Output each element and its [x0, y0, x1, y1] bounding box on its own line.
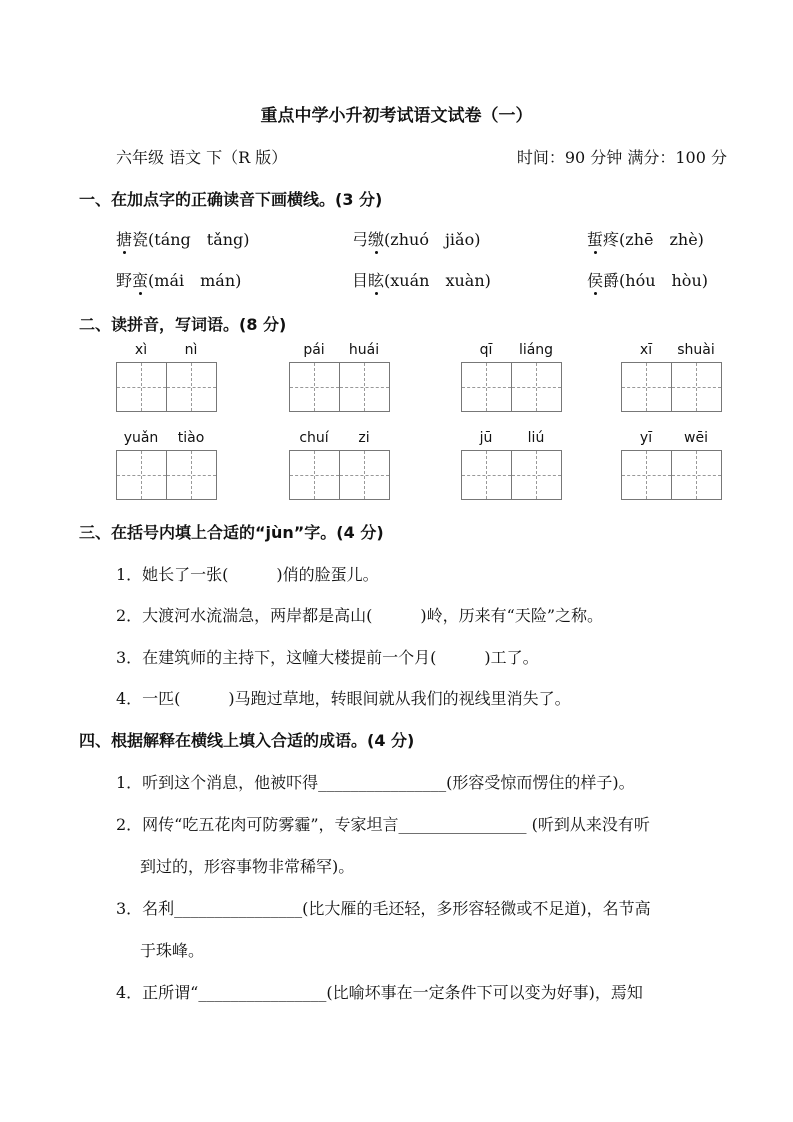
character-box[interactable]: [671, 362, 722, 412]
character-box[interactable]: [511, 362, 562, 412]
question-4-3-cont: 于珠峰。: [140, 941, 205, 960]
pronunciation-item: [116, 230, 250, 250]
grade-subject: 六年级 语文 下（R 版）: [116, 148, 288, 167]
character-box[interactable]: [289, 362, 340, 412]
dotted-character: 蜇: [587, 230, 604, 249]
pinyin-label: xì: [134, 342, 148, 358]
item-text: 瓷(táng tǎng): [132, 230, 250, 249]
character-box[interactable]: [461, 362, 512, 412]
pinyin-label: wēi: [684, 430, 708, 446]
character-box[interactable]: [461, 450, 512, 500]
question-3-3: 3．在建筑师的主持下，这幢大楼提前一个月( )工了。: [116, 648, 539, 667]
section-1-heading: 一、在加点字的正确读音下画横线。(3 分): [79, 190, 383, 209]
pinyin-label: yī: [639, 430, 653, 446]
pinyin-label: pái: [303, 342, 325, 358]
item-text: 疼(zhē zhè): [603, 230, 704, 249]
item-text: 弓: [352, 230, 369, 249]
character-box[interactable]: [166, 450, 217, 500]
pronunciation-item: [352, 230, 480, 250]
character-box[interactable]: [289, 450, 340, 500]
pronunciation-item: [352, 271, 491, 291]
pinyin-label: zi: [358, 430, 370, 446]
character-box[interactable]: [671, 450, 722, 500]
pronunciation-item: [587, 230, 704, 250]
dotted-character: 侯: [587, 271, 604, 290]
question-3-2: 2．大渡河水流湍急，两岸都是高山( )岭，历来有“天险”之称。: [116, 606, 604, 625]
character-box[interactable]: [116, 362, 167, 412]
dotted-character: 缴: [368, 230, 385, 249]
dotted-character: 蛮: [132, 271, 149, 290]
dotted-character: 搪: [116, 230, 133, 249]
pinyin-label: chuí: [299, 430, 329, 446]
item-text: 目: [352, 271, 369, 290]
section-4-heading: 四、根据解释在横线上填入合适的成语。(4 分): [79, 731, 415, 750]
question-3-1: 1．她长了一张( )俏的脸蛋儿。: [116, 565, 379, 584]
character-box[interactable]: [511, 450, 562, 500]
question-4-2: 2．网传“吃五花肉可防雾霾”，专家坦言________________ (听到从来没有听: [116, 815, 650, 834]
item-text: 爵(hóu hòu): [603, 271, 708, 290]
item-text: (xuán xuàn): [384, 271, 491, 290]
time-score: 时间：90 分钟 满分：100 分: [516, 148, 727, 167]
pinyin-label: jū: [479, 430, 493, 446]
question-4-4: 4．正所谓“________________(比喻坏事在一定条件下可以变为好事)，焉知: [116, 983, 643, 1002]
character-box[interactable]: [621, 450, 672, 500]
question-3-4: 4．一匹( )马跑过草地，转眼间就从我们的视线里消失了。: [116, 689, 571, 708]
pronunciation-item: [587, 271, 708, 291]
question-4-1: 1．听到这个消息，他被吓得________________(形容受惊而愣住的样子)。: [116, 773, 635, 792]
character-box[interactable]: [116, 450, 167, 500]
item-text: 野: [116, 271, 133, 290]
pinyin-label: shuài: [677, 342, 715, 358]
dotted-character: 眩: [368, 271, 385, 290]
character-box[interactable]: [621, 362, 672, 412]
character-box[interactable]: [339, 450, 390, 500]
question-4-3: 3．名利________________(比大雁的毛还轻，多形容轻微或不足道)，名节高: [116, 899, 651, 918]
pinyin-label: tiào: [177, 430, 205, 446]
pinyin-label: yuǎn: [123, 430, 159, 446]
section-3-heading: 三、在括号内填上合适的“jùn”字。(4 分): [79, 523, 384, 542]
character-box[interactable]: [339, 362, 390, 412]
item-text: (zhuó jiǎo): [384, 230, 481, 249]
pinyin-label: nì: [184, 342, 198, 358]
pinyin-label: liáng: [518, 342, 554, 358]
item-text: (mái mán): [148, 271, 242, 290]
pinyin-label: huái: [348, 342, 380, 358]
pinyin-label: liú: [527, 430, 545, 446]
pinyin-label: qī: [479, 342, 493, 358]
pinyin-label: xī: [639, 342, 653, 358]
pronunciation-item: [116, 271, 241, 291]
page-title: 重点中学小升初考试语文试卷（一）: [260, 106, 533, 126]
character-box[interactable]: [166, 362, 217, 412]
question-4-2-cont: 到过的，形容事物非常稀罕)。: [140, 857, 355, 876]
section-2-heading: 二、读拼音，写词语。(8 分): [79, 315, 287, 334]
